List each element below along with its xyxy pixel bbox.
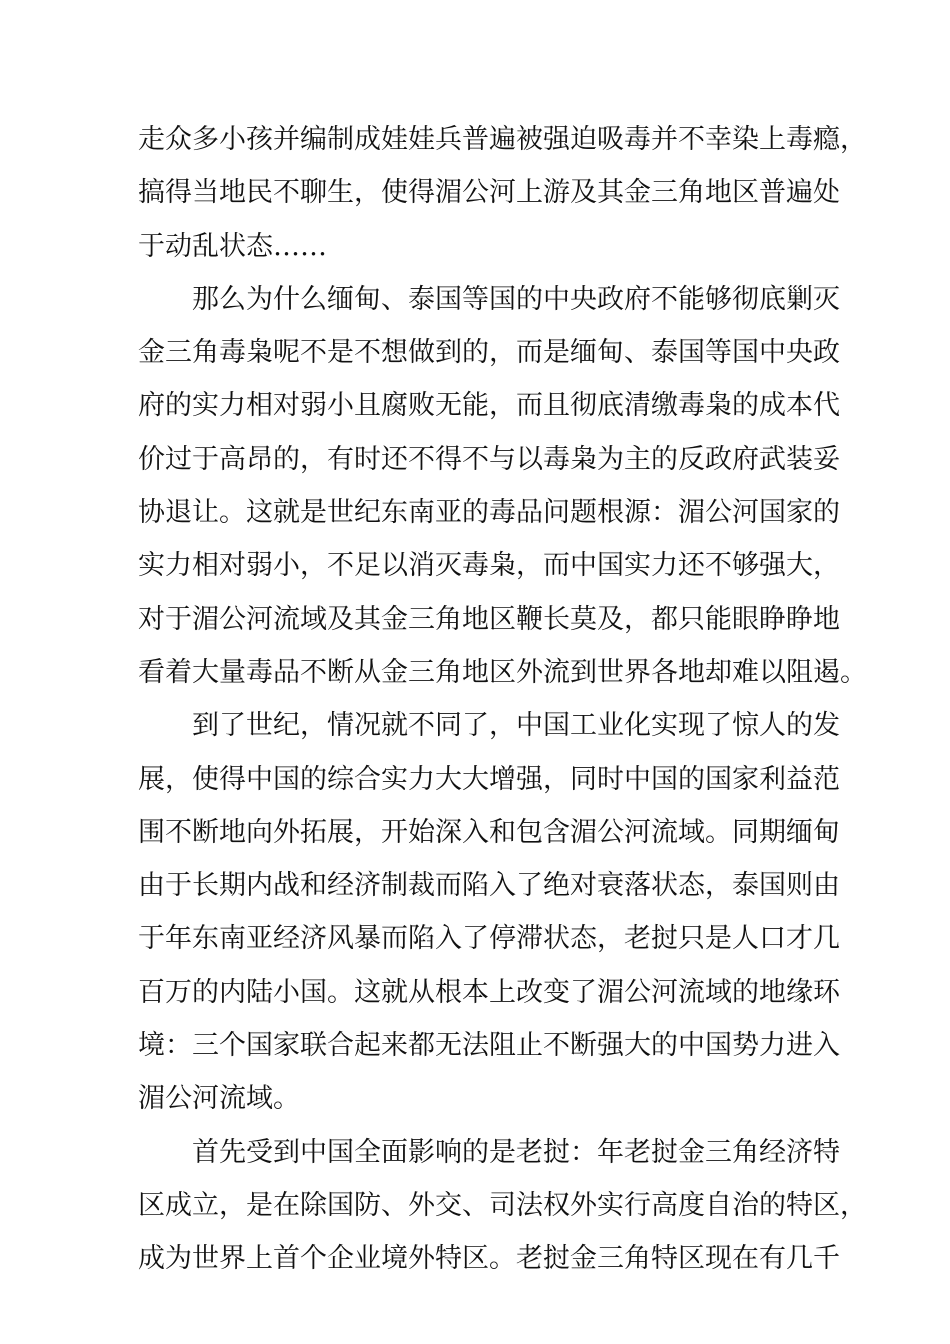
- text-line: 对于湄公河流域及其金三角地区鞭长莫及，都只能眼睁睁地: [138, 603, 840, 635]
- text-line: 金三角毒枭呢不是不想做到的，而是缅甸、泰国等国中央政: [138, 337, 840, 369]
- text-line: 搞得当地民不聊生，使得湄公河上游及其金三角地区普遍处: [138, 177, 840, 209]
- text-line: 于动乱状态……: [138, 230, 327, 262]
- paragraph-start-line: 那么为什么缅甸、泰国等国的中央政府不能够彻底剿灭: [192, 283, 840, 315]
- text-line: 实力相对弱小，不足以消灭毒枭，而中国实力还不够强大，: [138, 550, 840, 582]
- text-line: 区成立，是在除国防、外交、司法权外实行高度自治的特区，: [138, 1189, 867, 1221]
- paragraph-start-line: 首先受到中国全面影响的是老挝：年老挝金三角经济特: [192, 1136, 840, 1168]
- text-line: 走众多小孩并编制成娃娃兵普遍被强迫吸毒并不幸染上毒瘾，: [138, 124, 867, 155]
- text-line: 看着大量毒品不断从金三角地区外流到世界各地却难以阻遏。: [138, 656, 867, 688]
- text-line: 围不断地向外拓展，开始深入和包含湄公河流域。同期缅甸: [138, 816, 840, 848]
- text-line: 境：三个国家联合起来都无法阻止不断强大的中国势力进入: [138, 1030, 840, 1062]
- text-line: 百万的内陆小国。这就从根本上改变了湄公河流域的地缘环: [138, 976, 840, 1008]
- document-body-text: [138, 113, 867, 1286]
- text-line: 府的实力相对弱小且腐败无能，而且彻底清缴毒枭的成本代: [138, 390, 840, 422]
- text-line: 由于长期内战和经济制裁而陷入了绝对衰落状态，泰国则由: [138, 870, 840, 902]
- text-line: 展，使得中国的综合实力大大增强，同时中国的国家利益范: [138, 763, 840, 795]
- text-line: 于年东南亚经济风暴而陷入了停滞状态，老挝只是人口才几: [138, 923, 840, 955]
- paragraph-start-line: 到了世纪，情况就不同了，中国工业化实现了惊人的发: [192, 710, 840, 742]
- text-line: 湄公河流域。: [138, 1083, 300, 1115]
- text-line: 协退让。这就是世纪东南亚的毒品问题根源：湄公河国家的: [138, 497, 840, 529]
- text-line: 成为世界上首个企业境外特区。老挝金三角特区现在有几千: [138, 1243, 840, 1275]
- text-line: 价过于高昂的，有时还不得不与以毒枭为主的反政府武装妥: [138, 443, 840, 475]
